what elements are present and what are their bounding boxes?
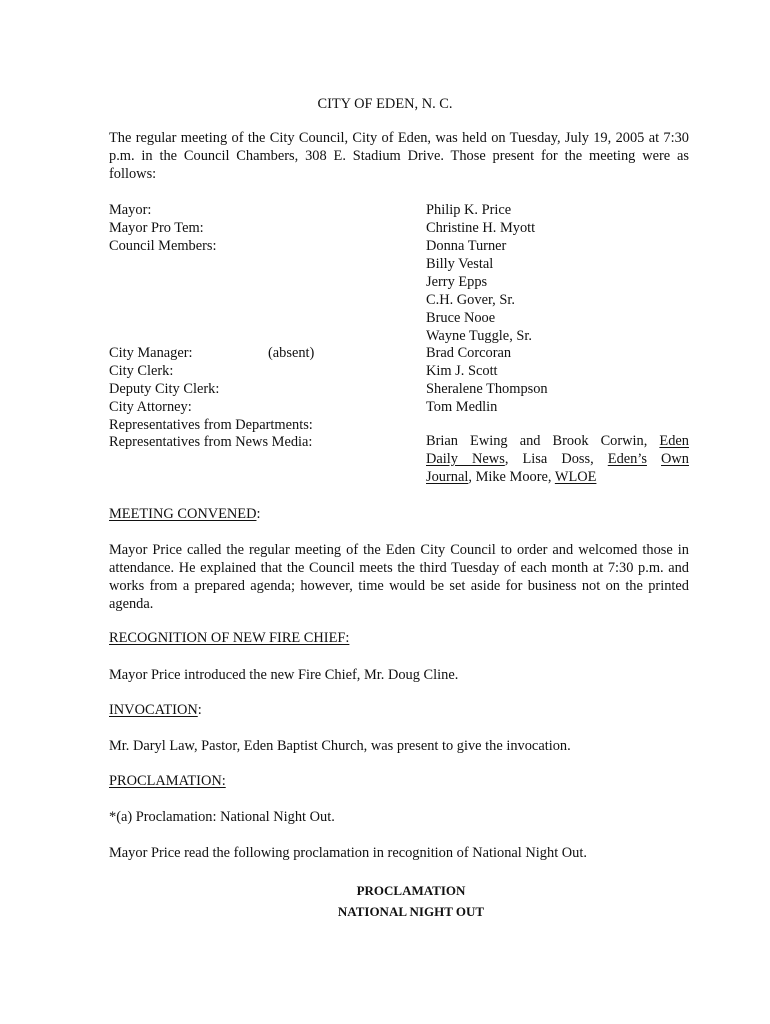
invocation-heading: INVOCATION: [109,702,202,718]
council-member-name: Bruce Nooe [426,310,496,326]
news-media-names [426,432,689,486]
council-member-name: C.H. Gover, Sr. [426,292,515,308]
city-manager-label: City Manager: [109,345,193,361]
meeting-convened-heading: MEETING CONVENED: [109,506,261,522]
council-label: Council Members: [109,238,217,254]
proclamation-heading: PROCLAMATION: [109,773,226,789]
meeting-convened-paragraph: Mayor Price called the regular meeting of the Eden City Council to order and welcomed those in attendance. He explained that the Council meets the third Tuesday of each month at 7:30 p.m. and works from a prepared agenda; however, time would be set aside for business not on the printed agenda. [109,542,689,612]
news-media-line: Daily News, Lisa Doss, Eden’s Own [426,451,689,467]
edens-own-journal-link: Eden’s [607,451,647,467]
deputy-clerk-name: Sheralene Thompson [426,381,548,397]
eden-daily-news-link: Eden [659,433,689,449]
proclamation-title: PROCLAMATION [356,883,466,898]
city-manager-absent-note: (absent) [268,345,315,361]
city-clerk-name: Kim J. Scott [426,363,498,379]
council-member-name: Jerry Epps [426,274,488,290]
proclamation-item: *(a) Proclamation: National Night Out. [109,809,335,825]
news-media-line: Journal, Mike Moore, WLOE [426,469,597,485]
council-member-name: Wayne Tuggle, Sr. [426,328,532,344]
news-media-line: Brian Ewing and Brook Corwin, Eden [426,433,689,449]
departments-label: Representatives from Departments: [109,417,313,433]
city-attorney-name: Tom Medlin [426,399,498,415]
city-manager-name: Brad Corcoran [426,345,512,361]
intro-paragraph: The regular meeting of the City Council, City of Eden, was held on Tuesday, July 19, 2005 at 7:30 p.m. in the Council Chambers, 308 E. Stadium Drive. Those present for the meeting were as follows: [109,130,689,182]
city-attorney-label: City Attorney: [109,399,192,415]
fire-chief-heading: RECOGNITION OF NEW FIRE CHIEF: [109,630,350,646]
news-media-label: Representatives from News Media: [109,434,313,450]
fire-chief-paragraph: Mayor Price introduced the new Fire Chief, Mr. Doug Cline. [109,667,459,683]
council-member-name: Donna Turner [426,238,507,254]
pro-tem-label: Mayor Pro Tem: [109,220,204,236]
city-clerk-label: City Clerk: [109,363,174,379]
council-member-name: Billy Vestal [426,256,494,272]
document-title: CITY OF EDEN, N. C. [317,96,453,112]
mayor-label: Mayor: [109,202,152,218]
edens-own-journal-link: Journal [426,469,469,485]
deputy-clerk-label: Deputy City Clerk: [109,381,220,397]
invocation-paragraph: Mr. Daryl Law, Pastor, Eden Baptist Church, was present to give the invocation. [109,738,571,754]
pro-tem-name: Christine H. Myott [426,220,536,236]
wloe-link: WLOE [554,469,597,485]
edens-own-journal-link: Own [661,451,689,467]
eden-daily-news-link: Daily News [426,451,505,467]
proclamation-paragraph: Mayor Price read the following proclamation in recognition of National Night Out. [109,845,587,861]
mayor-name: Philip K. Price [426,202,512,218]
proclamation-subtitle: NATIONAL NIGHT OUT [337,904,485,919]
